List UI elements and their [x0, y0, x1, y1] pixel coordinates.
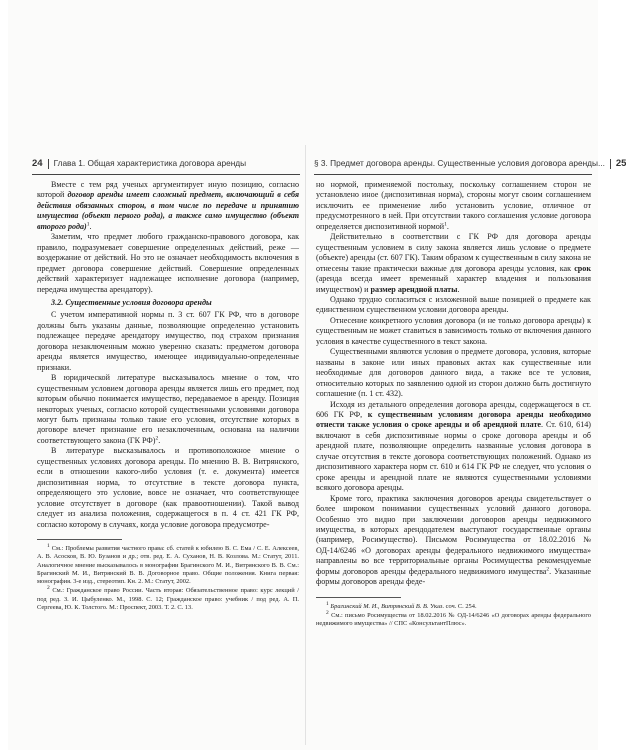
- left-chapter-title: Глава 1. Общая характеристика договора аренды: [53, 158, 247, 168]
- paragraph: но нормой, применяемой постольку, поскольку соглашением сторон не установлено иное (диспозитивная норма), стороны могут своим соглашением исключить ее применение либо установить условие, отличное от предусмотренного в ней. При отсутствии такого соглашения условие договора определяется диспозитивной нормой$^1$.: [316, 180, 591, 231]
- footnote: $^2$ См.: письмо Росимущества от 18.02.2016 № ОД-14/6246 «О договорах аренды федерального недвижимого имущества» // СПС «КонсультантПлюс».: [316, 609, 591, 628]
- left-page-number: 24: [32, 158, 43, 169]
- footnote-rule: [316, 597, 401, 598]
- left-footnotes: [37, 542, 299, 612]
- right-section-title: § 3. Предмет договора аренды. Существенные условия договора аренды...: [314, 158, 605, 168]
- left-header-rule: [32, 174, 300, 175]
- paragraph: Существенными являются условия о предмете договора, условия, которые названы в законе или иных правовых актах как существенные или необходимые для договоров данного вида, а также все те условия, относительно которых по заявлению одной из сторон должно быть достигнуто соглашение (п. 1 ст. 432).: [316, 347, 591, 399]
- footnote: $^1$ Брагинский М. И., Витрянский В. В. Указ. соч. С. 254.: [326, 600, 477, 610]
- page-gutter: [305, 145, 306, 745]
- paragraph: С учетом императивной нормы п. 3 ст. 607 ГК РФ, что в договоре должны быть указаны данные, позволяющие определенно установить подлежащее передаче арендатору имущество, под страхом признания договора незаключенным можно уверенно сказать: предметом договора аренды является имущество, имеющее индивидуально-определенные признаки.: [37, 310, 299, 372]
- right-page-number: 25: [615, 158, 626, 169]
- right-header-rule: [314, 174, 592, 175]
- book-spread: [8, 0, 626, 750]
- right-page-header: [314, 158, 626, 174]
- section-heading: 3.2. Существенные условия договора аренды: [51, 297, 212, 307]
- left-page-body: [37, 180, 299, 613]
- paragraph: Кроме того, практика заключения договоров аренды свидетельствует о более широком понимании существенных условий данного договора. Особенно это видно при заключении договоров аренды недвижимого имущества, в которых арендодателем выступают государственные органы (например, Росимущество). Письмом Росимущества от 18.02.2016 № ОД-14/6246 «О договорах аренды федерального недвижимого имущества» направлены во все территориальные органы Росимущества рекомендуемые формы договоров аренды федерального недвижимого имущества$^2$. Указанные формы договоров аренды феде-: [316, 493, 591, 587]
- paragraph: Отнесение конкретного условия договора (и не только договора аренды) к существенным не может ставиться в зависимость только от включения данного условия в качестве существенного в текст закона.: [316, 315, 591, 346]
- footnote: $^2$ См.: Гражданское право России. Часть вторая: Обязательственное право: курс лекций / под ред. З. И. Цыбуленко. М., 1998. С. 12; Гражданское право: учебник / под ред. А. П. Сергеева, Ю. К. Толстого. М.: Проспект, 2003. Т. 2. С. 13.: [37, 585, 299, 612]
- right-footnotes: [316, 600, 591, 629]
- footnote: $^1$ См.: Проблемы развития частного права: сб. статей к юбилею В. С. Ема / С. Е. Алексеев, А. В. Асосков, В. Ю. Бузанов и др.; отв. ред. Е. А. Суханов, Н. В. Козлова. М.: Статут, 2011. Аналогичное мнение высказывалось в монографии Брагинского М. И., Витрянского В. В. См.: Брагинский М. И., Витрянский В. В. Договорное право. Общие положения. Книга первая: монография. 3-е изд., стереотип. Кн. 2. М.: Статут, 2002.: [37, 542, 299, 586]
- paragraph: Заметим, что предмет любого гражданско-правового договора, как правило, подразумевает совершение определенных действий, реже — воздержание от действий. Но это не означает необходимость включения в предмет договора совершение действий. Совершение определенных действий характеризует надлежащее исполнение договора (например, передача имущества арендатору).: [37, 232, 299, 294]
- paragraph: В юридической литературе высказывалось мнение о том, что существенным условием договора аренды является лишь его предмет, под которым обычно понимается имущество, передаваемое в аренду. Позиция некоторых ученых, согласно которой существенными условиями договора могут быть признаны только такие его условия, отсутствие которых в договоре влечет признание его незаключенным, основана на наличии соответствующего закона (ГК РФ)$^2$.: [37, 373, 299, 445]
- paragraph: Вместе с тем ряд ученых аргументирует иную позицию, согласно которой договор аренды имеет сложный предмет, включающий в себя действия обязанных сторон, в том числе по передаче и принятию имущества (объект первого рода), а также само имущество (объект второго рода)$^1$.: [37, 180, 299, 231]
- paragraph: Действительно в соответствии с ГК РФ для договора аренды существенным условием в силу закона является лишь условие о предмете (объекте) аренды (ст. 607 ГК). Таким образом к существенным в силу закона не отнесены такие практически важные для договора аренды условия, как срок (аренда всегда имеет временный характер владения и пользования имуществом) и размер арендной платы.: [316, 232, 591, 294]
- paragraph: В литературе высказывалось и противоположное мнение о существенных условиях договора аренды. По мнению В. В. Витрянского, если в отношении какого-либо условия (т. е. документа) имеется диспозитивная норма, то отсутствие в тексте договора пункта, определяющего это условие, вовсе не означает, что соответствующее условие отсутствует в договоре (как правоотношении). Такой вывод следует из анализа положения, содержащегося в п. 4 ст. 421 ГК РФ, согласно которому в случаях, когда условие договора предусмотре-: [37, 446, 299, 529]
- footnote-rule: [37, 539, 122, 540]
- left-page-header: [32, 158, 300, 174]
- paragraph: Исходя из детального определения договора аренды, содержащегося в ст. 606 ГК РФ, к существенным условиям договора аренды необходимо отнести также условия о сроке аренды и об арендной плате. Ст. 610, 614) включают в себя диспозитивные нормы о сроке договора аренды и об арендной плате, позволяющие определить названные условия договора в случае отсутствия в тексте договора соответствующих положений. Однако из диспозитивного характера норм ст. 610 и 614 ГК РФ не следует, что условия о сроке аренды и арендной плате не являются существенными условиями всякого договора аренды.: [316, 399, 591, 493]
- right-page-body: [316, 180, 591, 630]
- paragraph: Однако трудно согласиться с изложенной выше позицией о предмете как единственном существенном условии договора аренды.: [316, 294, 591, 315]
